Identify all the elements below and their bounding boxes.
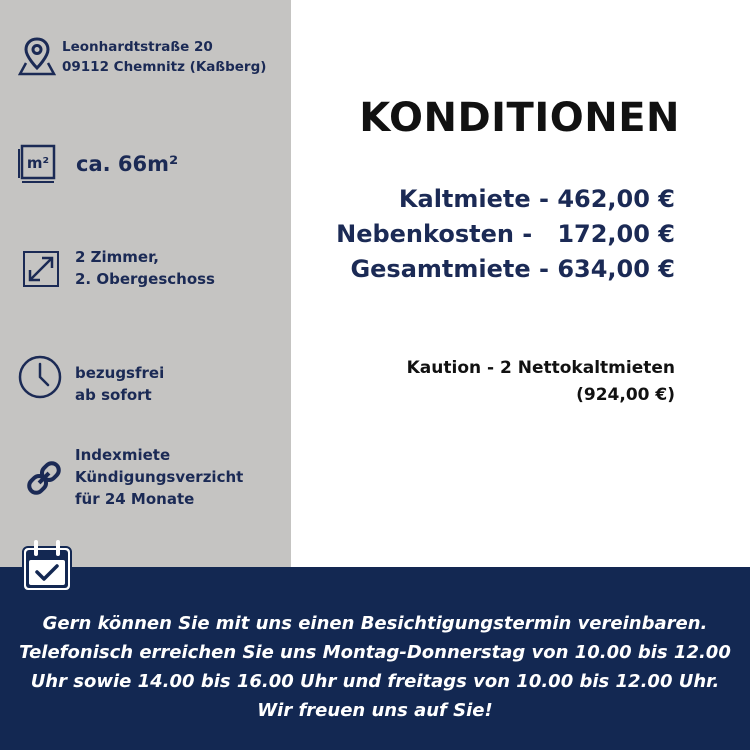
expand-arrow-icon	[22, 250, 60, 288]
index-line2: Kündigungsverzicht	[75, 468, 244, 486]
footer-text	[0, 609, 750, 725]
page-title: KONDITIONEN	[359, 95, 680, 141]
address-line1: Leonhardtstraße 20	[62, 39, 213, 55]
deposit-line1: Kaution - 2 Nettokaltmieten	[406, 358, 675, 378]
deposit-info	[407, 355, 675, 409]
index-rent-feature	[0, 444, 291, 514]
price-list	[336, 182, 675, 287]
index-line3: für 24 Monate	[75, 490, 195, 508]
footer-line2: Telefonisch erreichen Sie uns Montag-Donnerstag von 10.00 bis 12.00	[19, 642, 731, 663]
address-line2: 09112 Chemnitz (Kaßberg)	[62, 59, 267, 75]
area-value: ca. 66m²	[76, 152, 179, 176]
contact-footer	[0, 567, 750, 750]
area-feature	[0, 140, 291, 190]
rooms-line2: 2. Obergeschoss	[75, 270, 215, 288]
footer-line3: Uhr sowie 14.00 bis 16.00 Uhr und freitags von 10.00 bis 12.00 Uhr.	[30, 671, 720, 692]
chain-link-icon	[24, 458, 64, 498]
features-sidebar	[0, 0, 291, 567]
availability-line2: ab sofort	[75, 386, 152, 404]
clock-icon	[17, 354, 63, 400]
availability-line1: bezugsfrei	[75, 364, 165, 382]
total-rent: Gesamtmiete - 634,00 €	[350, 255, 675, 283]
rooms-feature	[0, 244, 291, 294]
additional-costs: Nebenkosten - 172,00 €	[336, 220, 675, 248]
area-icon-label: m²	[26, 154, 50, 172]
address-feature	[0, 34, 291, 84]
footer-line4: Wir freuen uns auf Sie!	[257, 700, 493, 721]
index-line1: Indexmiete	[75, 446, 171, 464]
calendar-check-icon	[20, 540, 78, 594]
rooms-line1: 2 Zimmer,	[75, 248, 160, 266]
location-pin-icon	[18, 36, 56, 76]
deposit-line2: (924,00 €)	[576, 385, 675, 405]
availability-feature	[0, 352, 291, 402]
area-square-meter-icon	[18, 144, 58, 184]
footer-line1: Gern können Sie mit uns einen Besichtigungstermin vereinbaren.	[42, 613, 708, 634]
cold-rent: Kaltmiete - 462,00 €	[398, 185, 675, 213]
